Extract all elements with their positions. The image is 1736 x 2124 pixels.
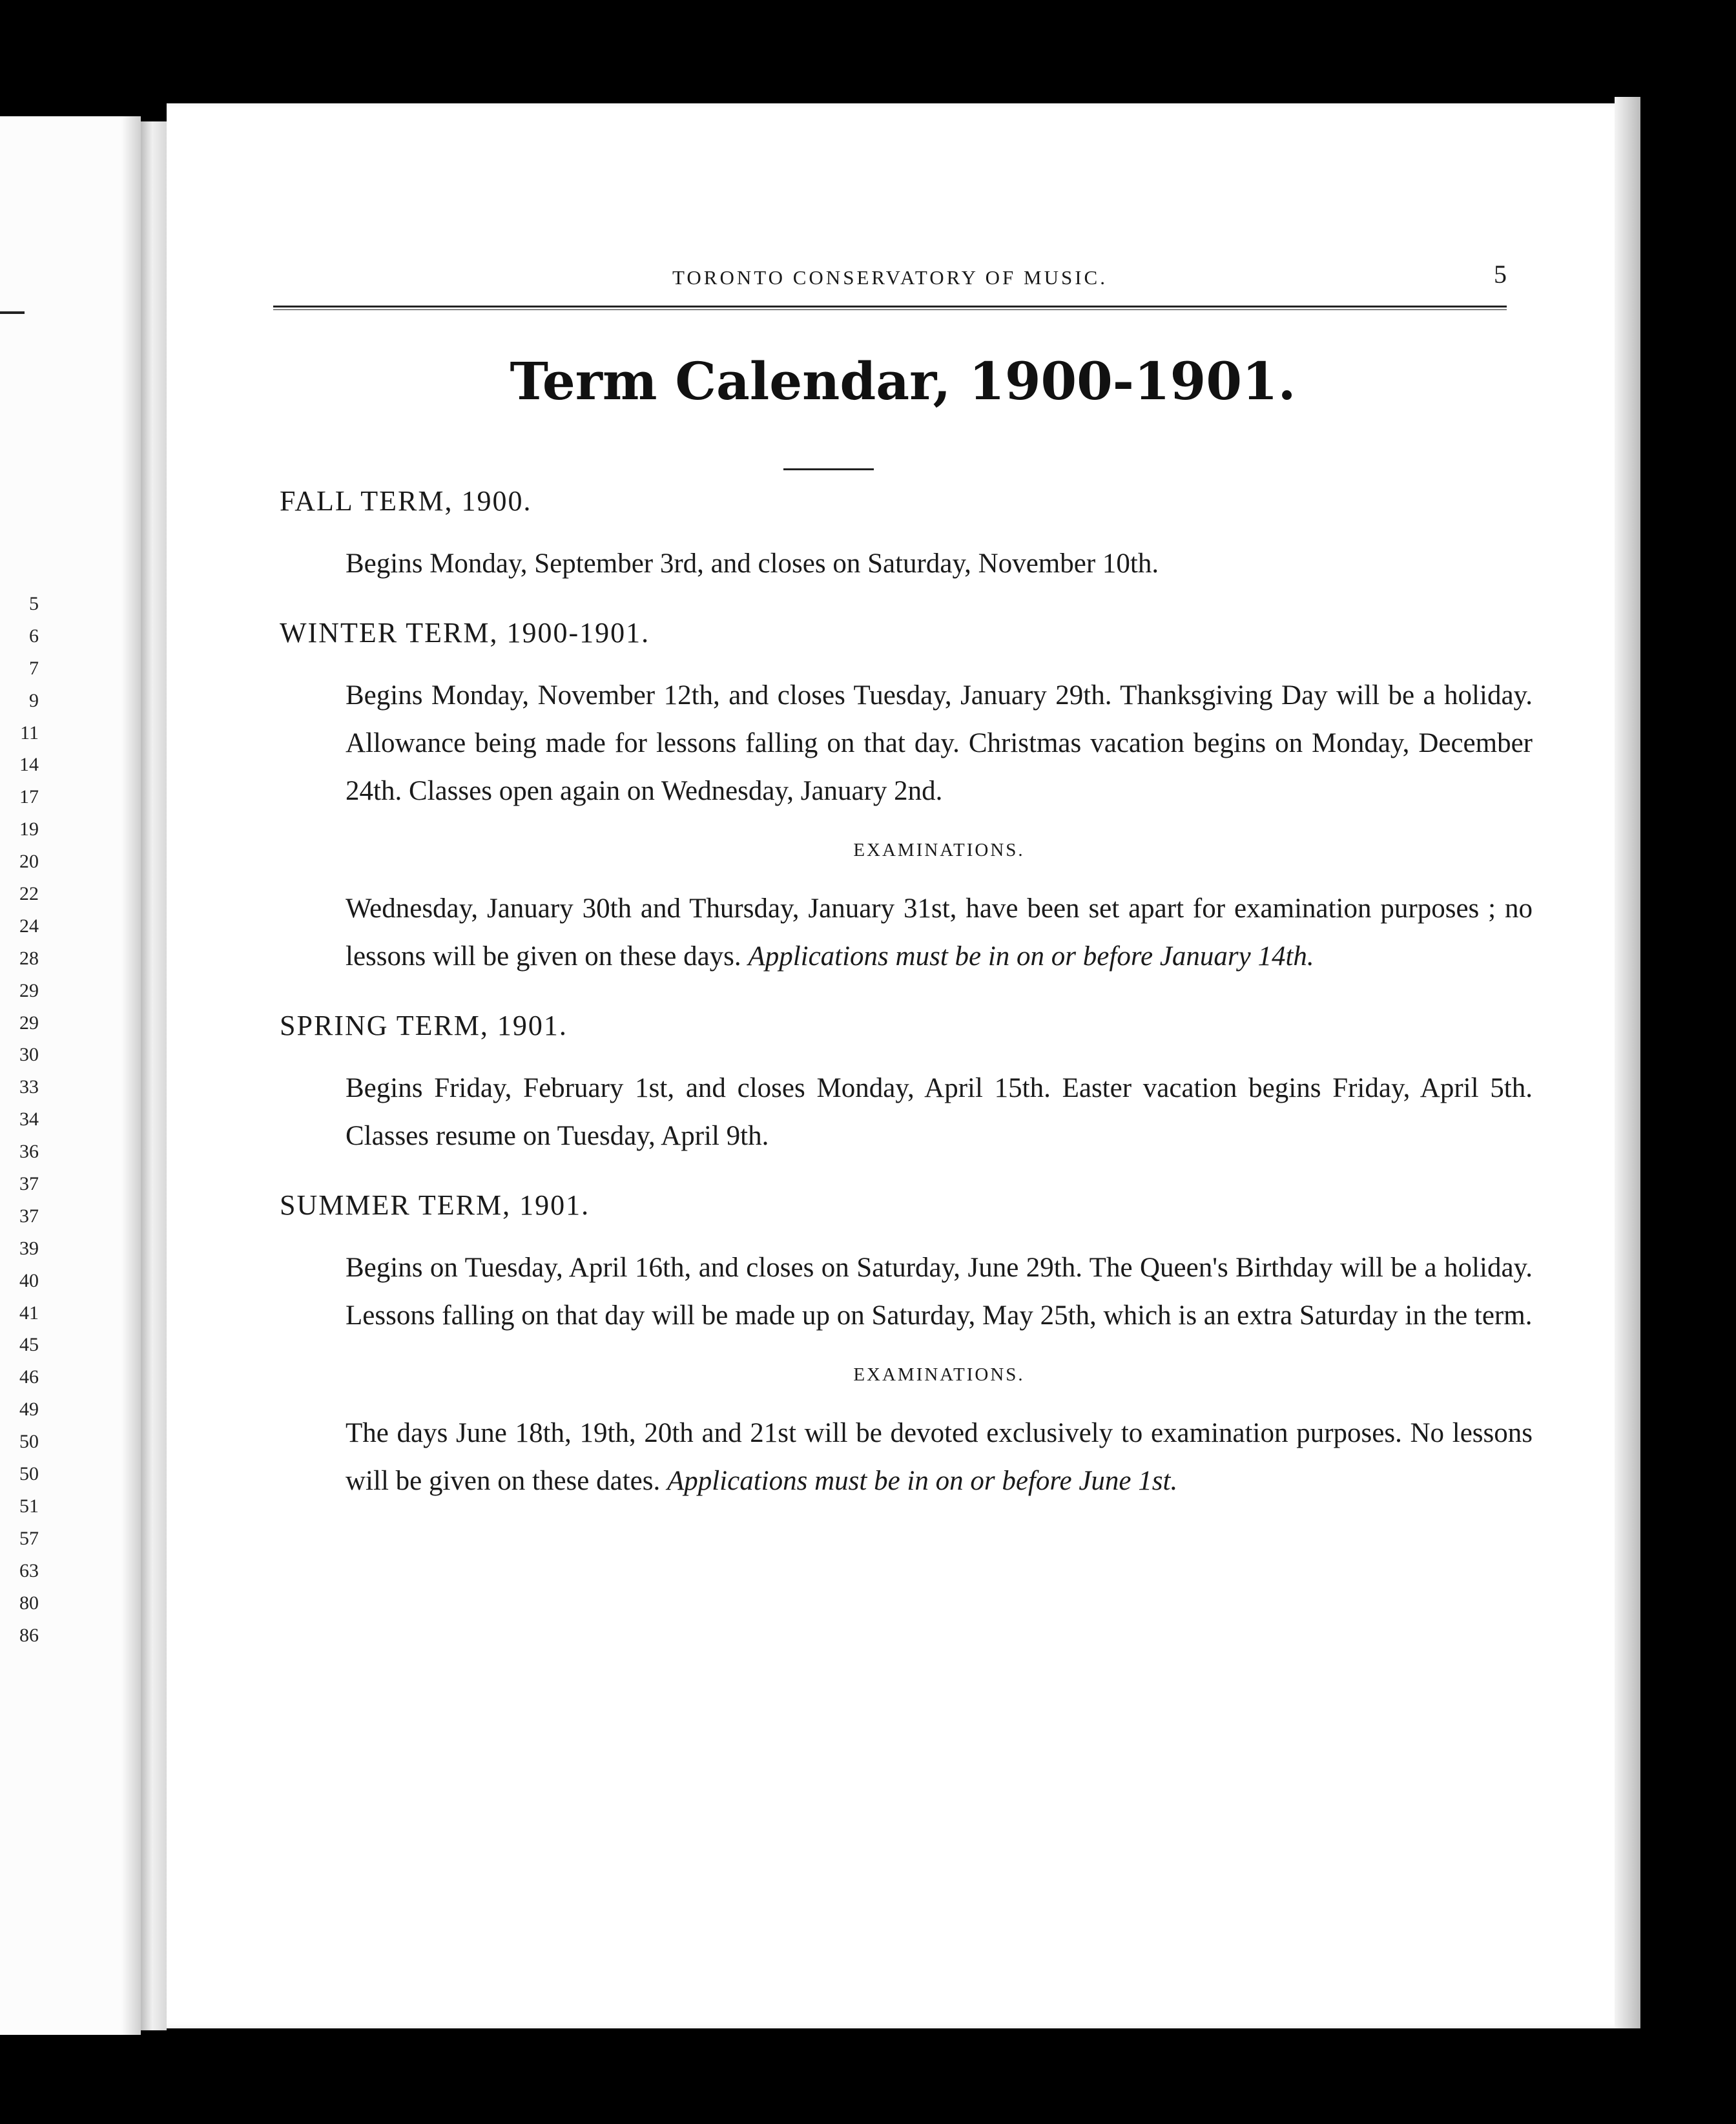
left-page-number: 29 — [19, 1012, 39, 1034]
left-page-number: 41 — [19, 1302, 39, 1324]
left-page-number: 28 — [19, 947, 39, 969]
left-page-number: 46 — [19, 1366, 39, 1388]
left-page-number: 50 — [19, 1463, 39, 1485]
left-page-number: 50 — [19, 1431, 39, 1453]
examinations-body — [280, 885, 1533, 981]
left-page-number: 37 — [19, 1205, 39, 1227]
left-page-number: 36 — [19, 1141, 39, 1163]
left-page-number: 5 — [29, 593, 39, 614]
left-page-number: 86 — [19, 1624, 39, 1646]
left-page-number: 51 — [19, 1495, 39, 1517]
left-page-number: 29 — [19, 979, 39, 1001]
page-number: 5 — [1494, 260, 1507, 289]
left-page-number: 17 — [19, 786, 39, 808]
running-head — [273, 255, 1507, 300]
page-edge — [1615, 97, 1640, 2028]
gutter-shadow — [121, 116, 141, 2035]
left-page-number: 30 — [19, 1044, 39, 1066]
left-page-number: 80 — [19, 1592, 39, 1614]
fall-term-section — [280, 478, 1533, 588]
left-page-number: 33 — [19, 1076, 39, 1098]
spring-term-section — [280, 1003, 1533, 1160]
left-page-number: 24 — [19, 915, 39, 937]
left-page-number: 39 — [19, 1237, 39, 1259]
left-page-number: 57 — [19, 1527, 39, 1549]
left-page-rule — [0, 311, 25, 314]
left-page-number: 34 — [19, 1109, 39, 1130]
page-title: Term Calendar, 1900-1901. — [510, 351, 1296, 411]
term-calendar-content — [280, 478, 1533, 1505]
book-spine — [141, 121, 167, 2030]
left-facing-page — [0, 116, 141, 2035]
examinations-text: Wednesday, January 30th and Thursday, January 31st, have been set apart for examination purposes ; no lessons will be given on these days. — [346, 893, 1533, 972]
applications-note: Applications must be in on or before June 1st. — [666, 1466, 1178, 1496]
examinations-body — [280, 1410, 1533, 1505]
term-heading: WINTER TERM, 1900-1901. — [280, 617, 650, 649]
term-heading: SUMMER TERM, 1901. — [280, 1189, 590, 1221]
term-body: Begins Monday, November 12th, and closes Tuesday, January 29th. Thanksgiving Day will be a holiday. Allowance being made for lessons falling on that day. Christmas vacation begins on Monday, December 24th. Classes open again on Wednesday, January 2nd. — [346, 680, 1533, 806]
left-page-number: 19 — [19, 818, 39, 840]
header-rule — [273, 306, 1507, 310]
examinations-text: The days June 18th, 19th, 20th and 21st will be devoted exclusively to examination purposes. No lessons will be given on these dates. — [346, 1418, 1533, 1496]
term-body: Begins Monday, September 3rd, and closes on Saturday, November 10th. — [346, 548, 1159, 579]
left-page-number: 14 — [19, 754, 39, 776]
title-rule — [783, 468, 874, 470]
applications-note: Applications must be in on or before January 14th. — [748, 941, 1314, 972]
term-body: Begins Friday, February 1st, and closes Monday, April 15th. Easter vacation begins Friday, April 5th. Classes resume on Tuesday, April 9th. — [346, 1073, 1533, 1151]
summer-term-section — [280, 1182, 1533, 1505]
left-page-number: 45 — [19, 1334, 39, 1356]
examinations-heading: EXAMINATIONS. — [853, 840, 1025, 860]
left-page-number: 7 — [29, 657, 39, 679]
left-page-number: 11 — [20, 722, 39, 744]
left-page-number: 22 — [19, 883, 39, 905]
left-page-number: 37 — [19, 1173, 39, 1195]
left-page-number: 20 — [19, 851, 39, 873]
left-page-number: 6 — [29, 625, 39, 647]
main-page — [167, 103, 1639, 2028]
term-body: Begins on Tuesday, April 16th, and closes on Saturday, June 29th. The Queen's Birthday will be a holiday. Lessons falling on that day will be made up on Saturday, May 25th, which is an extra Saturday in the term. — [346, 1253, 1533, 1331]
running-title: TORONTO CONSERVATORY OF MUSIC. — [672, 266, 1108, 289]
left-page-number: 49 — [19, 1399, 39, 1421]
term-heading: FALL TERM, 1900. — [280, 485, 532, 517]
winter-term-section — [280, 610, 1533, 981]
left-page-number: 63 — [19, 1559, 39, 1581]
left-page-number: 9 — [29, 689, 39, 711]
examinations-heading: EXAMINATIONS. — [853, 1364, 1025, 1385]
term-heading: SPRING TERM, 1901. — [280, 1010, 568, 1041]
left-page-number-column — [6, 591, 39, 1654]
left-page-number: 40 — [19, 1269, 39, 1291]
